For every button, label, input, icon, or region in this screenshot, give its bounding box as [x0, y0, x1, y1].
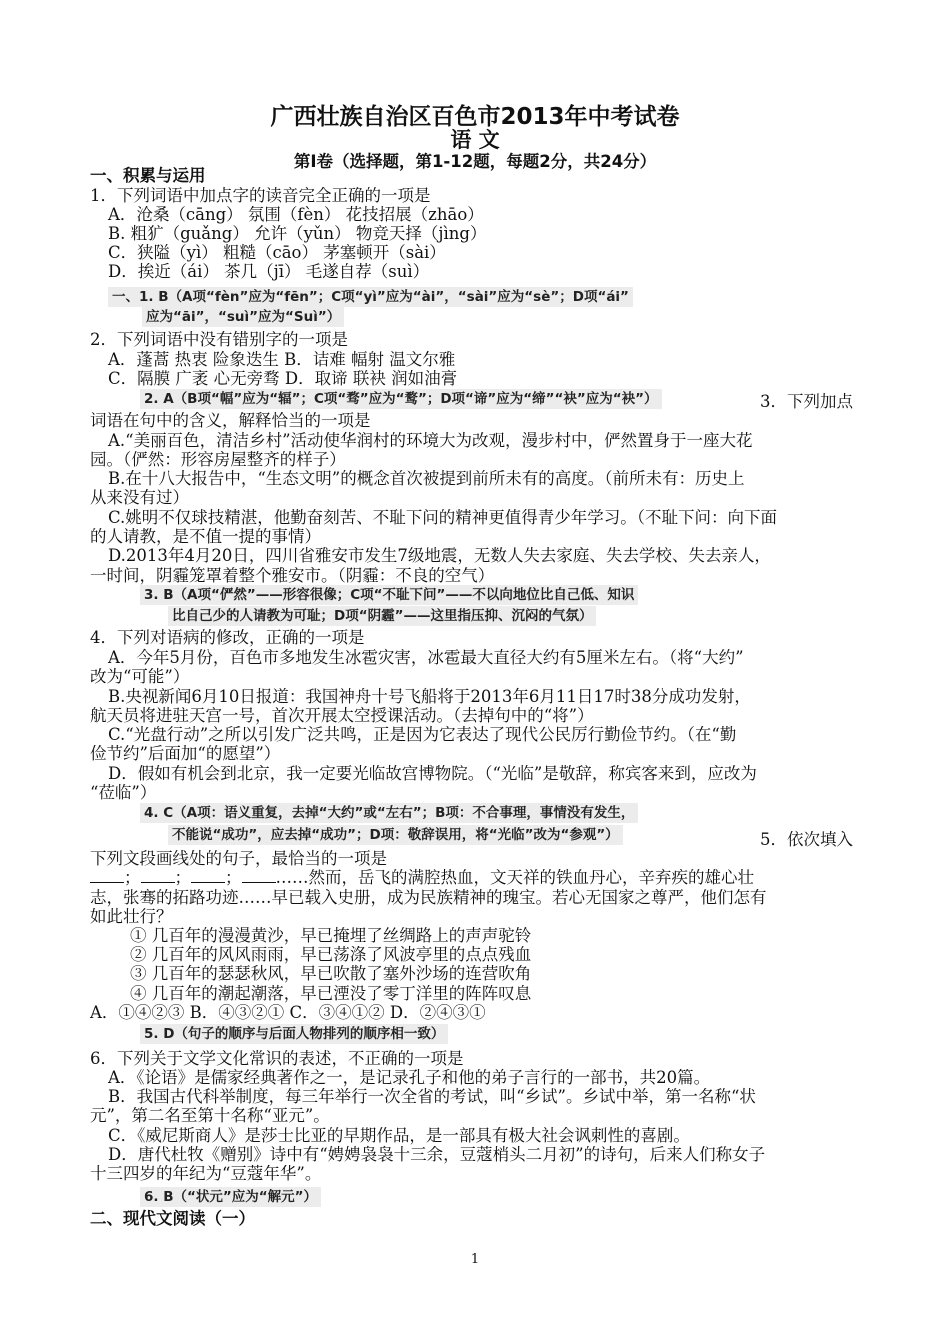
option-d-cont: 十三四岁的年纪为“豆蔻年华”。: [90, 1164, 322, 1183]
question-stem: 5．依次填入: [760, 830, 853, 849]
option-b-cont: 元”，第二名至第十名称“亚元”。: [90, 1106, 330, 1125]
option-d-cont: “莅临”）: [90, 783, 157, 802]
answer-note: 4. C（A项：语义重复，去掉“大约”或“左右”；B项：不合事理，事情没有发生，: [140, 803, 638, 823]
option-b-cont: 从来没有过）: [90, 488, 189, 507]
option-a: A．《论语》是儒家经典著作之一，是记录孔子和他的弟子言行的一部书，共20篇。: [108, 1068, 711, 1087]
answer-note: 一、1. B（A项“fèn”应为“fēn”；C项“yì”应为“ài”，“sài”应为“sè”；D项“ái”: [108, 287, 633, 307]
option-c: C.“光盘行动”之所以引发广泛共鸣，正是因为它表达了现代公民厉行勤俭节约。（在“勤: [108, 725, 737, 744]
question-stem: 3．下列加点: [760, 392, 853, 411]
sentence-option: ③ 几百年的瑟瑟秋风，早已吹散了塞外沙场的连营吹角: [130, 964, 532, 983]
question-stem: 1．下列词语中加点字的读音完全正确的一项是: [90, 186, 431, 205]
answer-note: 6. B（“状元”应为“解元”）: [140, 1187, 321, 1207]
answer-note: 2. A（B项“幅”应为“辐”；C项“骛”应为“鹜”；D项“谛”应为“缔”“袂”应为“袂”）: [140, 389, 662, 409]
options-cd: C．隔膜 广袤 心无旁骛 D．取谛 联袂 润如油膏: [108, 369, 458, 388]
part-heading: 第Ⅰ卷（选择题，第1-12题，每题2分，共24分）: [293, 152, 657, 171]
page-number: 1: [470, 1252, 480, 1267]
fill-blank: [141, 868, 175, 883]
fill-blank: [90, 868, 124, 883]
option-c-cont: 的人请教，是不值一提的事情）: [90, 527, 321, 546]
fill-blank: [242, 868, 276, 883]
option-b-cont: 航天员将进驻天宫一号，首次开展太空授课活动。（去掉句中的“将”）: [90, 706, 594, 725]
option-a: A．沧桑（cāng） 氛围（fèn） 花技招展（zhāo）: [108, 205, 484, 224]
passage-line: 如此壮行？: [90, 907, 173, 926]
option-a-cont: 改为“可能”）: [90, 667, 190, 686]
question-stem: 6．下列关于文学文化常识的表述，不正确的一项是: [90, 1049, 464, 1068]
sentence-option: ② 几百年的风风雨雨，早已荡涤了风波亭里的点点残血: [130, 945, 532, 964]
answer-note: 5. D（句子的顺序与后面人物排列的顺序相一致）: [140, 1024, 448, 1044]
option-a-cont: 园。（俨然：形容房屋整齐的样子）: [90, 450, 346, 469]
option-d: D．唐代杜牧《赠别》诗中有“娉娉袅袅十三余，豆蔻梢头二月初”的诗句，后来人们称女子: [108, 1145, 766, 1164]
answer-note: 比自己少的人请教为可耻；D项“阴霾”——这里指压抑、沉闷的气氛）: [168, 606, 596, 626]
exam-title: 广西壮族自治区百色市2013年中考试卷: [270, 104, 680, 130]
fill-blank: [191, 868, 225, 883]
option-c: C．《威尼斯商人》是莎士比亚的早期作品，是一部具有极大社会讽刺性的喜剧。: [108, 1126, 690, 1145]
question-stem: 词语在句中的含义，解释恰当的一项是: [90, 411, 371, 430]
question-stem: 下列文段画线处的句子，最恰当的一项是: [90, 849, 387, 868]
option-b: B.央视新闻6月10日报道：我国神舟十号飞船将于2013年6月11日17时38分成功发射，: [108, 687, 751, 706]
option-d: D．挨近（ái） 茶几（jī） 毛遂自荐（suì）: [108, 262, 430, 281]
section-heading: 一、积累与运用: [90, 166, 206, 185]
option-b: B．我国古代科举制度，每三年举行一次全省的考试，叫“乡试”。乡试中举，第一名称“状: [108, 1087, 756, 1106]
options-ab: A．蓬蒿 热衷 险象迭生 B．诘难 幅射 温文尔雅: [108, 350, 456, 369]
sentence-option: ④ 几百年的潮起潮落，早已湮没了零丁洋里的阵阵叹息: [130, 984, 532, 1003]
passage-line: ； ； ； ……然而，岳飞的满腔热血，文天祥的铁血丹心，辛弃疾的雄心壮: [90, 868, 754, 888]
subject-title: 语 文: [450, 128, 500, 152]
answer-note: 3. B（A项“俨然”——形容很像；C项“不耻下问”——不以向地位比自己低、知识: [140, 585, 638, 605]
option-d: D．假如有机会到北京，我一定要光临故宫博物院。（“光临”是敬辞，称宾客来到，应改为: [108, 764, 757, 783]
option-c: C.姚明不仅球技精湛，他勤奋刻苦、不耻下问的精神更值得青少年学习。（不耻下问：向下面: [108, 508, 778, 527]
section-heading: 二、现代文阅读（一）: [90, 1209, 255, 1228]
option-b: B. 粗犷（guǎng） 允许（yǔn） 物竞天择（jìng）: [108, 224, 487, 243]
answer-options: A．①④②③ B．④③②① C．③④①② D．②④③①: [90, 1003, 486, 1022]
passage-text: ……然而，岳飞的满腔热血，文天祥的铁血丹心，辛弃疾的雄心壮: [275, 868, 754, 887]
option-d-cont: 一时间，阴霾笼罩着整个雅安市。（阴霾：不良的空气）: [90, 566, 495, 585]
option-d: D.2013年4月20日，四川省雅安市发生7级地震，无数人失去家庭、失去学校、失去亲人，: [108, 546, 771, 565]
passage-line: 志，张骞的拓路功迹……早已载入史册，成为民族精神的瑰宝。若心无国家之尊严，他们怎有: [90, 888, 767, 907]
sentence-option: ① 几百年的漫漫黄沙，早已掩埋了丝绸路上的声声驼铃: [130, 926, 532, 945]
question-stem: 4．下列对语病的修改，正确的一项是: [90, 628, 365, 647]
answer-note: 应为“āi”，“suì”应为“Suì”）: [142, 307, 344, 327]
option-a: A.“美丽百色，清洁乡村”活动使华润村的环境大为改观，漫步村中，俨然置身于一座大花: [108, 431, 753, 450]
option-a: A．今年5月份，百色市多地发生冰雹灾害，冰雹最大直径大约有5厘米左右。（将“大约”: [108, 648, 744, 667]
option-c-cont: 俭节约”后面加“的愿望”）: [90, 744, 281, 763]
question-stem: 2．下列词语中没有错别字的一项是: [90, 330, 348, 349]
option-c: C．狭隘（yì） 粗糙（cāo） 茅塞顿开（sài）: [108, 243, 446, 262]
option-b: B.在十八大报告中，“生态文明”的概念首次被提到前所未有的高度。（前所未有：历史上: [108, 469, 745, 488]
answer-note: 不能说“成功”，应去掉“成功”；D项：敬辞误用，将“光临”改为“参观”）: [168, 825, 623, 845]
